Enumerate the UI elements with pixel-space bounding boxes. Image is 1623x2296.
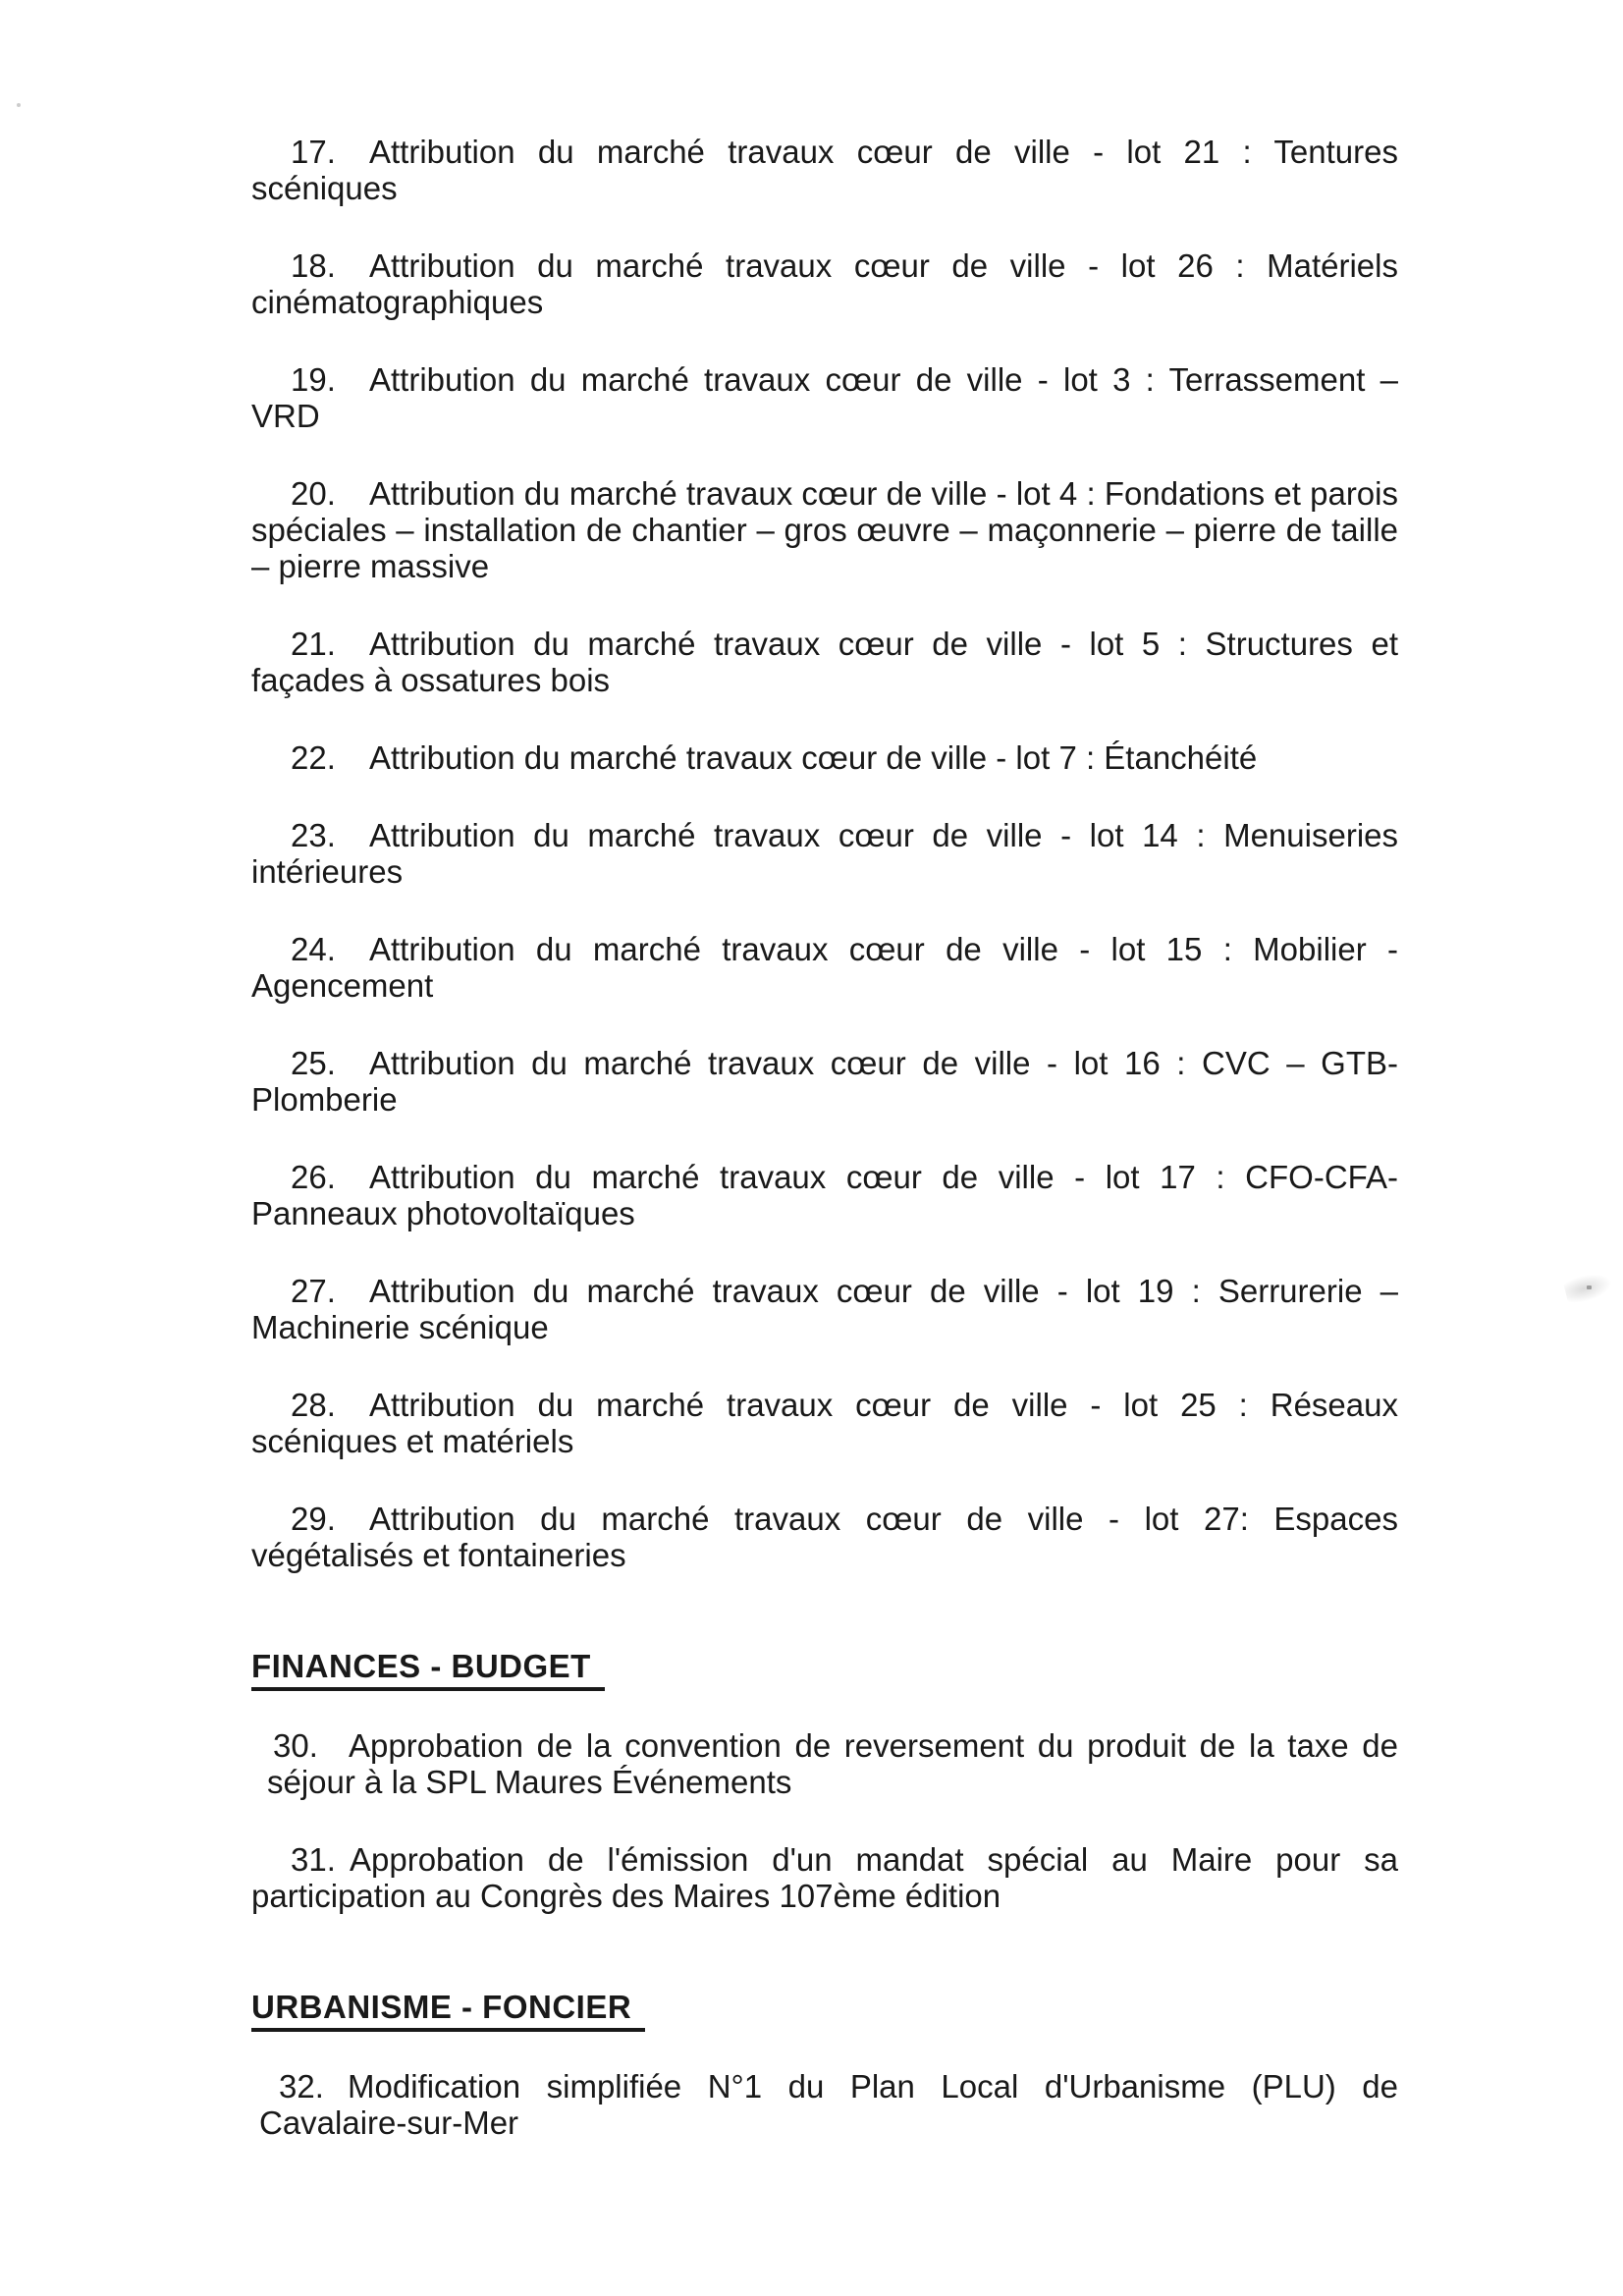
item-number: 22. (291, 739, 336, 776)
item-number: 27. (291, 1273, 336, 1309)
item-number: 18. (291, 247, 336, 284)
item-text: cinématographiques (251, 284, 544, 320)
scan-artifact (1587, 1285, 1592, 1289)
agenda-item-24 (251, 931, 1398, 1004)
agenda-item-22 (251, 739, 1398, 776)
item-text: Attribution du marché travaux cœur de ville - lot 16 : CVC – GTB- (369, 1045, 1398, 1081)
item-text: Attribution du marché travaux cœur de ville - lot 3 : Terrassement – (369, 361, 1398, 398)
agenda-item-31 (251, 1841, 1398, 1914)
scan-artifact (17, 103, 21, 107)
item-text: Attribution du marché travaux cœur de ville - lot 21 : Tentures (369, 134, 1398, 170)
agenda-item-29 (251, 1501, 1398, 1573)
section-heading-urbanisme-foncier: URBANISME - FONCIER (251, 1989, 1398, 2025)
item-text: Attribution du marché travaux cœur de ville - lot 19 : Serrurerie – (369, 1273, 1398, 1309)
item-text: participation au Congrès des Maires 107ème édition (251, 1878, 1001, 1914)
section-heading-finances-budget: FINANCES - BUDGET (251, 1648, 1398, 1684)
item-number: 26. (291, 1159, 336, 1195)
item-text: Attribution du marché travaux cœur de ville - lot 25 : Réseaux (369, 1387, 1398, 1423)
item-text: scéniques et matériels (251, 1423, 574, 1459)
item-text: Attribution du marché travaux cœur de ville - lot 4 : Fondations et parois (369, 475, 1398, 512)
item-text: – pierre massive (251, 548, 490, 584)
agenda-item-20 (251, 475, 1398, 584)
item-number: 29. (291, 1501, 336, 1537)
agenda-item-26 (251, 1159, 1398, 1231)
item-text: Attribution du marché travaux cœur de ville - lot 26 : Matériels (369, 247, 1398, 284)
item-number: 25. (291, 1045, 336, 1081)
item-text: Agencement (251, 967, 434, 1004)
item-text: séjour à la SPL Maures Événements (267, 1764, 792, 1800)
item-text: façades à ossatures bois (251, 662, 611, 698)
item-text: scéniques (251, 170, 398, 206)
agenda-item-25 (251, 1045, 1398, 1118)
item-text: Attribution du marché travaux cœur de ville - lot 5 : Structures et (369, 626, 1398, 662)
item-text: Plomberie (251, 1081, 398, 1118)
item-text: Approbation de l'émission d'un mandat spécial au Maire pour sa (350, 1841, 1398, 1878)
item-text: Panneaux photovoltaïques (251, 1195, 635, 1231)
item-number: 21. (291, 626, 336, 662)
agenda-item-18 (251, 247, 1398, 320)
item-text: intérieures (251, 853, 404, 890)
item-text: spéciales – installation de chantier – gros œuvre – maçonnerie – pierre de taille (251, 512, 1398, 548)
item-text: VRD (251, 398, 320, 434)
item-number: 20. (291, 475, 336, 512)
agenda-item-32 (259, 2068, 1398, 2141)
agenda-item-19 (251, 361, 1398, 434)
item-text: Cavalaire-sur-Mer (259, 2105, 519, 2141)
agenda-item-23 (251, 817, 1398, 890)
item-number: 31. (291, 1841, 336, 1878)
item-text: Attribution du marché travaux cœur de ville - lot 14 : Menuiseries (369, 817, 1398, 853)
item-number: 17. (291, 134, 336, 170)
item-text: Attribution du marché travaux cœur de ville - lot 27: Espaces (369, 1501, 1398, 1537)
item-text: Approbation de la convention de reversement du produit de la taxe de (349, 1727, 1398, 1764)
item-number: 32. (279, 2068, 324, 2105)
item-text: Machinerie scénique (251, 1309, 549, 1345)
agenda-item-28 (251, 1387, 1398, 1459)
item-number: 28. (291, 1387, 336, 1423)
agenda-item-21 (251, 626, 1398, 698)
item-text: Attribution du marché travaux cœur de ville - lot 17 : CFO-CFA- (369, 1159, 1398, 1195)
item-text: végétalisés et fontaineries (251, 1537, 626, 1573)
item-number: 30. (273, 1727, 318, 1764)
item-text: Attribution du marché travaux cœur de ville - lot 15 : Mobilier - (369, 931, 1398, 967)
agenda-list (251, 134, 1398, 2182)
item-number: 19. (291, 361, 336, 398)
item-number: 24. (291, 931, 336, 967)
item-number: 23. (291, 817, 336, 853)
item-text: Modification simplifiée N°1 du Plan Local d'Urbanisme (PLU) de (348, 2068, 1398, 2105)
agenda-item-27 (251, 1273, 1398, 1345)
item-text: Attribution du marché travaux cœur de ville - lot 7 : Étanchéité (369, 739, 1258, 776)
agenda-item-17 (251, 134, 1398, 206)
agenda-item-30 (267, 1727, 1398, 1800)
